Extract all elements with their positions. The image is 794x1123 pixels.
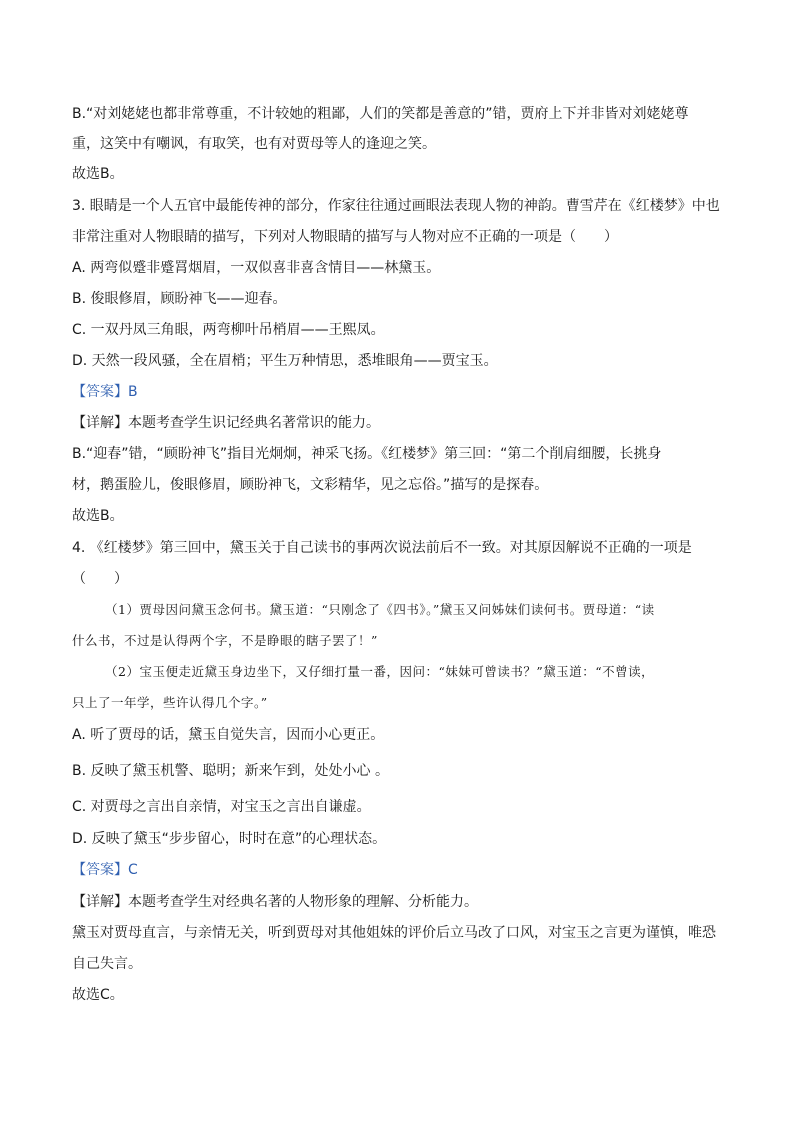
text-line: 故选B。 — [72, 508, 124, 524]
text-line: B.“对刘姥姥也都非常尊重，不计较她的粗鄙，人们的笑都是善意的”错，贾府上下并非皆对刘姥姥尊 — [72, 106, 689, 122]
option-d: D. 天然一段风骚，全在眉梢；平生万种情思，悉堆眼角——贾宝玉。 — [72, 353, 498, 369]
option-a: A. 两弯似蹙非蹙罥烟眉，一双似喜非喜含情目——林黛玉。 — [72, 260, 441, 276]
answer-label: 【答案】C — [72, 862, 138, 878]
quote-line: 什么书，不过是认得两个字，不是睁眼的瞎子罢了！” — [72, 633, 378, 648]
option-c: C. 一双丹凤三角眼，两弯柳叶吊梢眉——王熙凤。 — [72, 322, 385, 338]
quote-line: 只上了一年学，些许认得几个字。” — [72, 695, 268, 710]
question-3-stem: 3. 眼睛是一个人五官中最能传神的部分，作家往往通过画眼法表现人物的神韵。曹雪芹在《红楼梦》中也 — [72, 198, 720, 214]
explanation-line: 材，鹅蛋脸儿，俊眼修眉，顾盼神飞，文彩精华，见之忘俗。”描写的是探春。 — [72, 477, 549, 493]
answer-label: 【答案】B — [72, 384, 138, 400]
text-line: 重，这笑中有嘲讽，有取笑，也有对贾母等人的逢迎之笑。 — [72, 136, 436, 152]
explanation-line: B.“迎春”错，“顾盼神飞”指目光炯炯，神采飞扬。《红楼梦》第三回：“第二个削肩细腰，长挑身 — [72, 446, 662, 462]
question-4-stem: 4. 《红楼梦》第三回中，黛玉关于自己读书的事两次说法前后不一致。对其原因解说不正确的一项是 — [72, 540, 692, 556]
explanation-line: 自己失言。 — [72, 956, 142, 972]
explanation-line: 黛玉对贾母直言，与亲情无关，听到贾母对其他姐妹的评价后立马改了口风，对宝玉之言更为谨慎，唯恐 — [72, 925, 716, 941]
option-c: C. 对贾母之言出自亲情，对宝玉之言出自谦虚。 — [72, 799, 371, 815]
text-line: 故选B。 — [72, 166, 124, 182]
quote-line: （2）宝玉便走近黛玉身边坐下，又仔细打量一番，因问：“妹妹可曾读书？”黛玉道：“不曾读， — [105, 664, 655, 679]
explanation-line: 【详解】本题考查学生对经典名著的人物形象的理解、分析能力。 — [72, 894, 478, 910]
question-4-stem: （ ） — [72, 571, 128, 587]
option-b: B. 反映了黛玉机警、聪明；新来乍到，处处小心 。 — [72, 763, 389, 779]
option-a: A. 听了贾母的话，黛玉自觉失言，因而小心更正。 — [72, 727, 385, 743]
text-line: 故选C。 — [72, 987, 124, 1003]
quote-line: （1）贾母因问黛玉念何书。黛玉道：“只刚念了《四书》。”黛玉又问姊妹们读何书。贾母道：“读 — [105, 602, 655, 617]
explanation-line: 【详解】本题考查学生识记经典名著常识的能力。 — [72, 415, 380, 431]
option-d: D. 反映了黛玉“步步留心，时时在意”的心理状态。 — [72, 831, 387, 847]
option-b: B. 俊眼修眉，顾盼神飞——迎春。 — [72, 291, 287, 307]
question-3-stem: 非常注重对人物眼睛的描写，下列对人物眼睛的描写与人物对应不正确的一项是（ ） — [72, 229, 618, 245]
